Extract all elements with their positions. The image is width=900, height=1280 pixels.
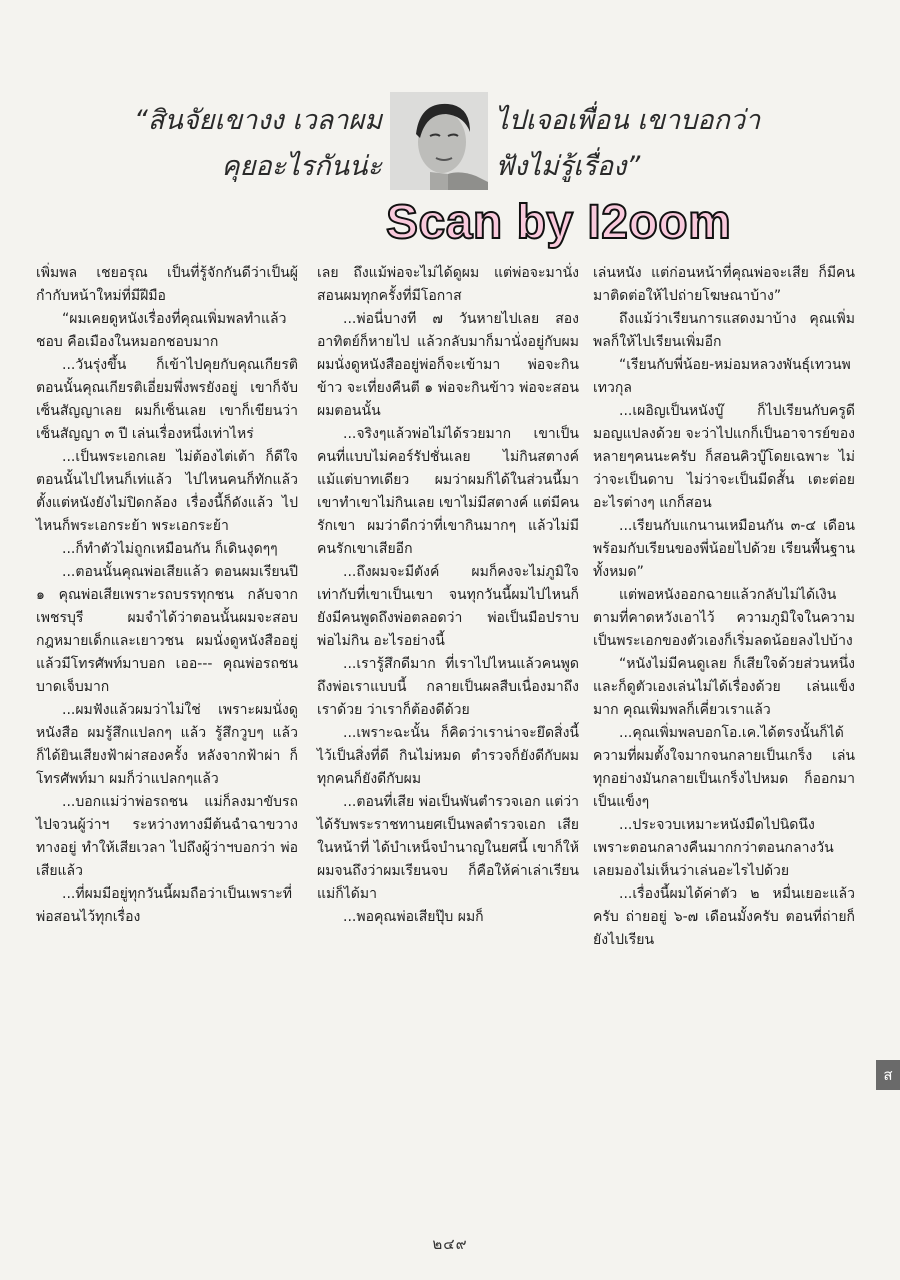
paragraph: ...วันรุ่งขึ้น ก็เข้าไปคุยกับคุณเกียรติ ตอนนั้นคุณเกียรติเอี่ยมพึ่งพรยังอยู่ เขาก็จับเซ็นสัญญาเลย ผมก็เซ็นเลย เขาก็เขียนว่าเซ็นสัญญา ๓ ปี เล่นเรื่องหนึ่งเท่าไหร่	[36, 357, 298, 442]
text-column-2	[317, 262, 579, 929]
paragraph: “หนังไม่มีคนดูเลย ก็เสียใจด้วยส่วนหนึ่ง และก็ดูตัวเองเล่นไม่ได้เรื่องด้วย เล่นแข็งมาก คุณเพิ่มพลก็เคี่ยวเราแล้ว	[593, 656, 855, 718]
paragraph: “เรียนกับพี่น้อย-หม่อมหลวงพันธุ์เทวนพ เทวกุล	[593, 357, 851, 396]
pull-quote-right-line2: ฟังไม่รู้เรื่อง”	[495, 151, 641, 182]
paragraph: ...ประจวบเหมาะหนังมืดไปนิดนึง เพราะตอนกลางคืนมากกว่าตอนกลางวัน เลยมองไม่เห็นว่าเล่นอะไรไปด้วย	[593, 817, 834, 879]
paragraph: ...คุณเพิ่มพลบอกโอ.เค.ได้ตรงนั้นก็ได้ ความที่ผมตั้งใจมากจนกลายเป็นเกร็ง เล่นทุกอย่างมันกลายเป็นเกร็งไปหมด ก็ออกมาเป็นแข็งๆ	[593, 725, 855, 810]
paragraph: ...พ่อนี่บางที ๗ วันหายไปเลย สองอาทิตย์ก็หายไป แล้วกลับมาก็มานั่งอยู่กับผม ผมนั่งดูหนังสืออยู่พ่อก็จะเข้ามา พ่อจะกินข้าว จะเที่ยงคืนตี ๑ พ่อจะกินข้าว พ่อจะสอนผมตอนนั้น	[317, 311, 579, 419]
text-column-1	[36, 262, 298, 929]
paragraph: เพิ่มพล เชยอรุณ เป็นที่รู้จักกันดีว่าเป็นผู้กำกับหน้าใหม่ที่มีฝีมือ	[36, 265, 298, 304]
paragraph: ...พอคุณพ่อเสียปุ๊บ ผมก็	[343, 909, 484, 925]
paragraph: เลย ถึงแม้พ่อจะไม่ได้ดูผม แต่พ่อจะมานั่งสอนผมทุกครั้งที่มีโอกาส	[317, 265, 579, 304]
pull-quote-left-line1: “สินจัยเขางง เวลาผม	[133, 105, 382, 136]
portrait-photo	[390, 92, 488, 190]
paragraph: “ผมเคยดูหนังเรื่องที่คุณเพิ่มพลทำแล้วชอบ คือเมืองในหมอกชอบมาก	[36, 311, 287, 350]
paragraph: ...เป็นพระเอกเลย ไม่ต้องไต่เต้า ก็ดีใจ ตอนนั้นไปไหนก็เท่แล้ว ไปไหนคนก็ทักแล้ว ตั้งแต่หนังยังไม่ปิดกล้อง เรื่องนี้ก็ดังแล้ว ไปไหนก็พระเอกระย้า พระเอกระย้า	[36, 449, 298, 534]
paragraph: แต่พอหนังออกฉายแล้วกลับไม่ได้เงินตามที่คาดหวังเอาไว้ ความภูมิใจในความเป็นพระเอกของตัวเองก็เริ่มลดน้อยลงไปบ้าง	[593, 587, 855, 649]
scan-watermark: Scan by I2oom	[386, 196, 732, 249]
paragraph: ...จริงๆแล้วพ่อไม่ได้รวยมาก เขาเป็นคนที่แบบไม่คอร์รัปชั่นเลย ไม่กินสตางค์แม้แต่บาทเดียว ผมว่าผมก็ได้ในส่วนนี้มา เขาทำเขาไม่กินเลย เขาไม่มีสตางค์ แต่มีคนรักเขา ผมว่าดีกว่าที่เขากินมากๆ แล้วไม่มีคนรักเขาเสียอีก	[317, 426, 580, 557]
paragraph: ...ผมฟังแล้วผมว่าไม่ใช่ เพราะผมนั่งดูหนังสือ ผมรู้สึกแปลกๆ แล้ว รู้สึกวูบๆ แล้วก็ได้ยินเสียงฟ้าผ่าสองครั้ง หลังจากฟ้าผ่า ก็โทรศัพท์มา ผมก็ว่าแปลกๆแล้ว	[36, 702, 298, 787]
paragraph: ...เรื่องนี้ผมได้ค่าตัว ๒ หมื่นเยอะแล้วครับ ถ่ายอยู่ ๖-๗ เดือนมั้งครับ ตอนที่ถ่ายก็ยังไปเรียน	[593, 886, 855, 948]
paragraph: เล่นหนัง แต่ก่อนหน้าที่คุณพ่อจะเสีย ก็มีคนมาติดต่อให้ไปถ่ายโฆษณาบ้าง”	[593, 265, 855, 304]
paragraph: ...ก็ทำตัวไม่ถูกเหมือนกัน ก็เดินงุดๆๆ	[62, 541, 278, 557]
paragraph: ...เผอิญเป็นหนังบู๊ ก็ไปเรียนกับครูดี มอญแปลงด้วย จะว่าไปแกก็เป็นอาจารย์ของหลายๆคนนะครับ ก็สอนคิวบู๊โดยเฉพาะ ไม่ว่าจะเป็นดาบ ไม่ว่าจะเป็นมีดสั้น เตะต่อยอะไรต่างๆ แกก็สอน	[593, 403, 855, 511]
paragraph: ...ตอนที่เสีย พ่อเป็นพันตำรวจเอก แต่ว่าได้รับพระราชทานยศเป็นพลตำรวจเอก เสียในหน้าที่ ได้บำเหน็จบำนาญในยศนี้ เขาก็ให้ผมจนถึงว่าผมเรียนจบ ก็คือให้ค่าเล่าเรียน แม่ก็ได้มา	[317, 794, 579, 902]
section-tab: ส	[876, 1060, 900, 1090]
paragraph: ...ที่ผมมีอยู่ทุกวันนี้ผมถือว่าเป็นเพราะที่พ่อสอนไว้ทุกเรื่อง	[36, 886, 292, 925]
page-number: ๒๔๙	[432, 1235, 468, 1253]
paragraph: ...เพราะฉะนั้น ก็คิดว่าเราน่าจะยึดสิ่งนี้ไว้เป็นสิ่งที่ดี กินไม่หมด ตำรวจก็ยังดีกับผม ทุกคนก็ยังดีกับผม	[317, 725, 579, 787]
pull-quote-right-line1: ไปเจอเพื่อน เขาบอกว่า	[495, 105, 761, 136]
text-column-3	[593, 262, 855, 952]
paragraph: ...บอกแม่ว่าพ่อรถชน แม่ก็ลงมาขับรถไปจวนผู้ว่าฯ ระหว่างทางมีต้นฉำฉาขวางทางอยู่ ทำให้เสียเวลา ไปถึงผู้ว่าฯบอกว่า พ่อเสียแล้ว	[36, 794, 298, 879]
pull-quote-right	[495, 98, 760, 190]
paragraph: ...ถึงผมจะมีตังค์ ผมก็คงจะไม่ภูมิใจเท่ากับที่เขาเป็นเขา จนทุกวันนี้ผมไปไหนก็ยังมีคนพูดถึงพ่อตลอดว่า พ่อเป็นมือปราบ พ่อไม่กิน อะไรอย่างนี้	[317, 564, 579, 649]
paragraph: ...ตอนนั้นคุณพ่อเสียแล้ว ตอนผมเรียนปี ๑ คุณพ่อเสียเพราะรถบรรทุกชน กลับจากเพชรบุรี ผมจำได้ว่าตอนนั้นผมจะสอบกฎหมายเด็กและเยาวชน ผมนั่งดูหนังสืออยู่แล้วมีโทรศัพท์มาบอก เออ--- คุณพ่อรถชน บาดเจ็บมาก	[36, 564, 298, 695]
paragraph: ...เรารู้สึกดีมาก ที่เราไปไหนแล้วคนพูดถึงพ่อเราแบบนี้ กลายเป็นผลสืบเนื่องมาถึงเราด้วย ว่าเราก็ต้องดีด้วย	[317, 656, 579, 718]
paragraph: ถึงแม้ว่าเรียนการแสดงมาบ้าง คุณเพิ่มพลก็ให้ไปเรียนเพิ่มอีก	[593, 311, 855, 350]
paragraph: ...เรียนกับแกนานเหมือนกัน ๓-๔ เดือน พร้อมกับเรียนของพี่น้อยไปด้วย เรียนพื้นฐานทั้งหมด”	[593, 518, 855, 580]
pull-quote-left-line2: คุยอะไรกันน่ะ	[221, 151, 382, 182]
pull-quote-left	[134, 98, 382, 190]
